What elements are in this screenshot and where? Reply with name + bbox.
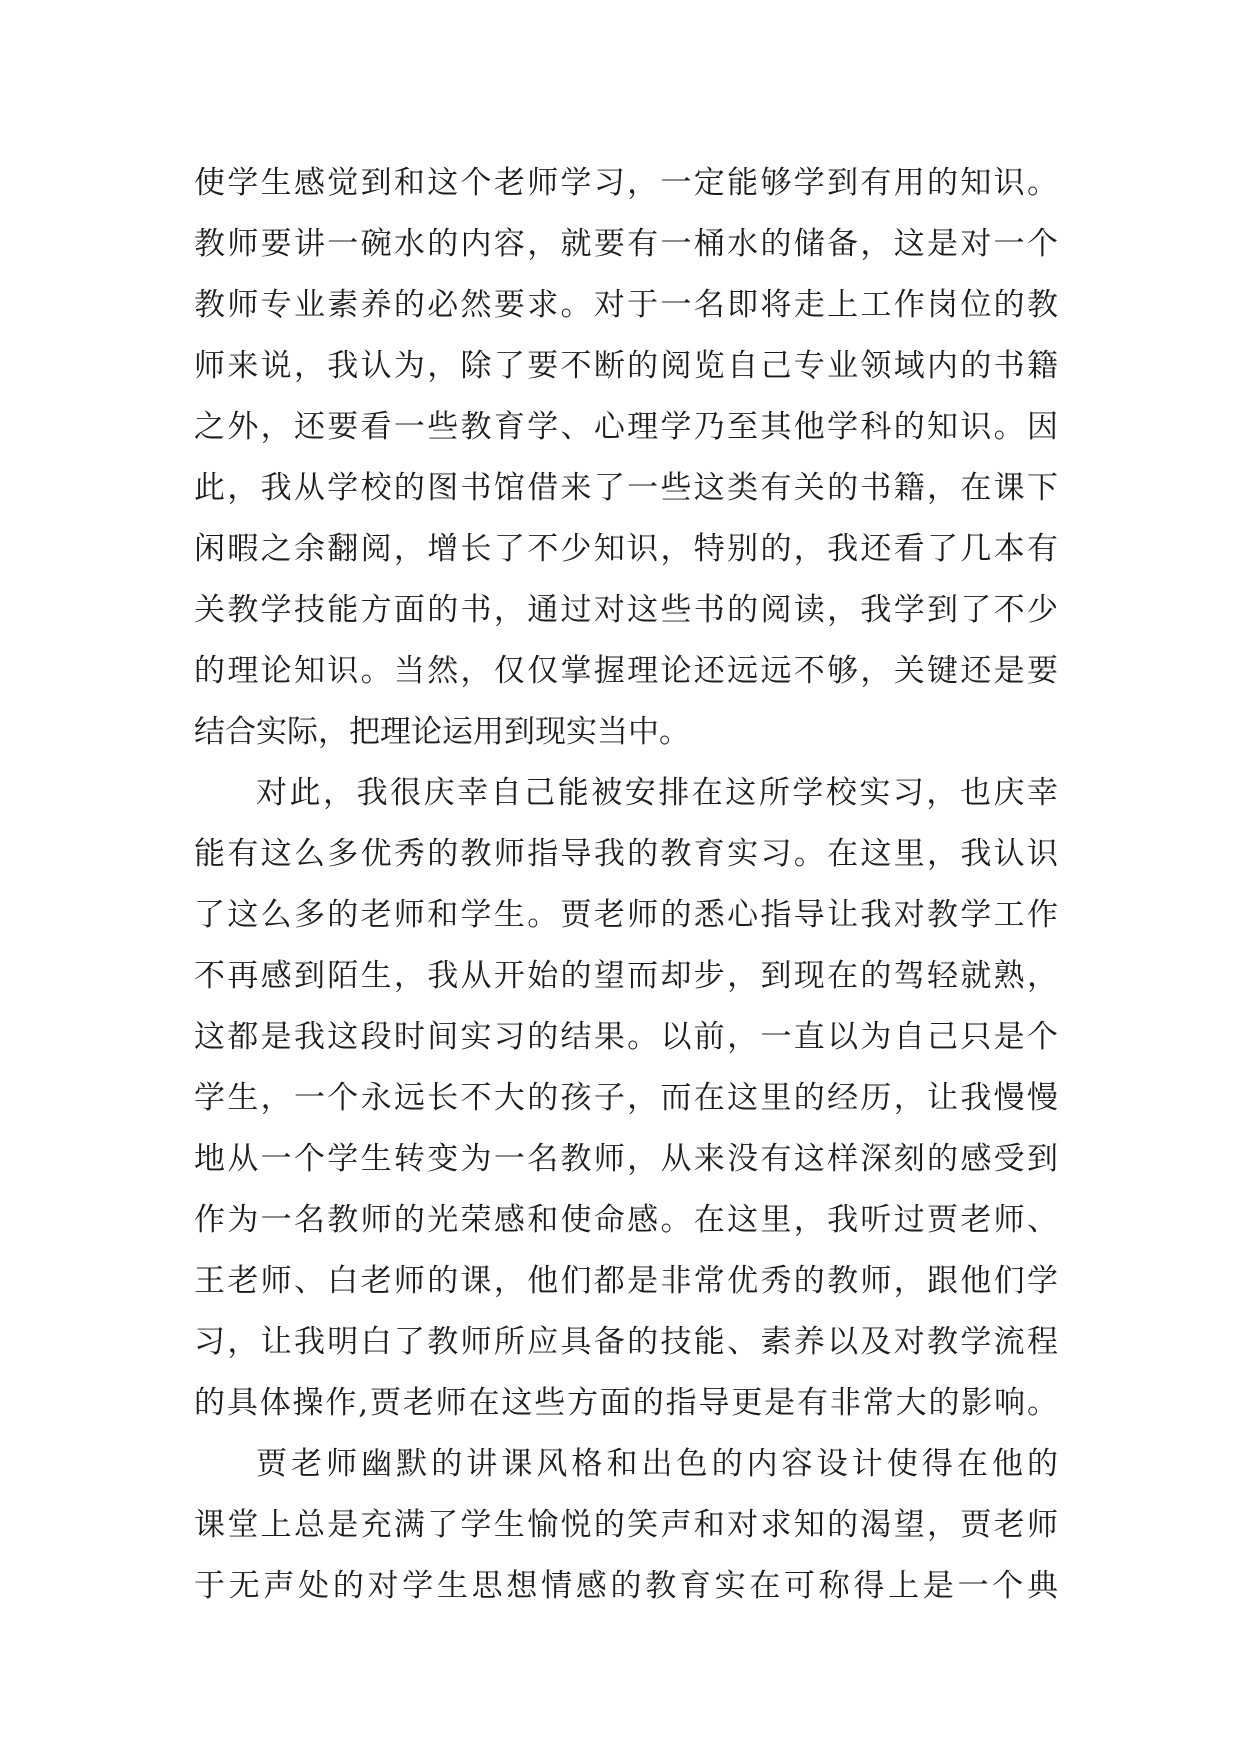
text-line: 于无声处的对学生思想情感的教育实在可称得上是一个典 <box>194 1568 1058 1604</box>
text-line: 教师要讲一碗水的内容，就要有一桶水的储备，这是对一个 <box>194 226 1058 262</box>
text-line: 作为一名教师的光荣感和使命感。在这里，我听过贾老师、 <box>194 1202 1058 1238</box>
text-line: 不再感到陌生，我从开始的望而却步，到现在的驾轻就熟， <box>194 958 1058 994</box>
text-line: 此，我从学校的图书馆借来了一些这类有关的书籍，在课下 <box>194 470 1058 506</box>
text-line: 闲暇之余翻阅，增长了不少知识，特别的，我还看了几本有 <box>194 531 1058 567</box>
text-line: 的具体操作,贾老师在这些方面的指导更是有非常大的影响。 <box>194 1385 1058 1421</box>
text-line: 的理论知识。当然，仅仅掌握理论还远远不够，关键还是要 <box>194 653 1058 689</box>
paragraph-first-line: 对此，我很庆幸自己能被安排在这所学校实习，也庆幸 <box>256 775 1058 811</box>
text-line: 教师专业素养的必然要求。对于一名即将走上工作岗位的教 <box>194 287 1058 323</box>
text-line: 师来说，我认为，除了要不断的阅览自己专业领域内的书籍 <box>194 348 1058 384</box>
text-line: 能有这么多优秀的教师指导我的教育实习。在这里，我认识 <box>194 836 1058 872</box>
text-line: 学生，一个永远长不大的孩子，而在这里的经历，让我慢慢 <box>194 1080 1058 1116</box>
text-line: 课堂上总是充满了学生愉悦的笑声和对求知的渴望，贾老师 <box>194 1507 1058 1543</box>
text-line: 了这么多的老师和学生。贾老师的悉心指导让我对教学工作 <box>194 897 1058 933</box>
text-line: 结合实际，把理论运用到现实当中。 <box>194 714 690 750</box>
paragraph-first-line: 贾老师幽默的讲课风格和出色的内容设计使得在他的 <box>256 1446 1058 1482</box>
text-line: 使学生感觉到和这个老师学习，一定能够学到有用的知识。 <box>194 165 1058 201</box>
text-line: 之外，还要看一些教育学、心理学乃至其他学科的知识。因 <box>194 409 1058 445</box>
text-line: 地从一个学生转变为一名教师，从来没有这样深刻的感受到 <box>194 1141 1058 1177</box>
text-line: 王老师、白老师的课，他们都是非常优秀的教师，跟他们学 <box>194 1263 1058 1299</box>
text-line: 关教学技能方面的书，通过对这些书的阅读，我学到了不少 <box>194 592 1058 628</box>
text-line: 这都是我这段时间实习的结果。以前，一直以为自己只是个 <box>194 1019 1058 1055</box>
text-line: 习，让我明白了教师所应具备的技能、素养以及对教学流程 <box>194 1324 1058 1360</box>
